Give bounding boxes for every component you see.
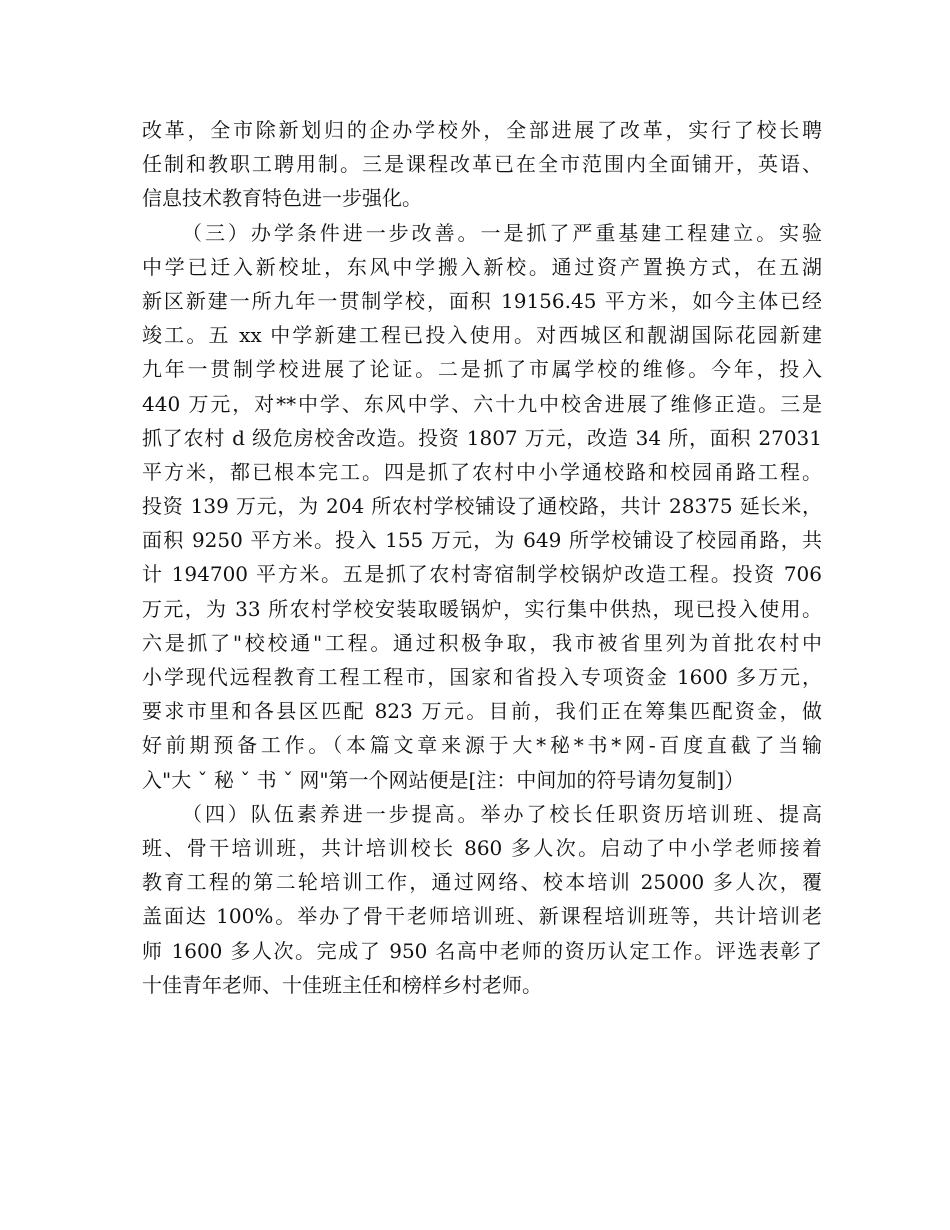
text-line: 十佳青年老师、十佳班主任和榜样乡村老师。: [142, 972, 542, 997]
text-line: 盖面达 100%。举办了骨干老师培训班、新课程培训班等，共计培训老: [142, 904, 822, 929]
text-line: 计 194700 平方米。五是抓了农村寄宿制学校锅炉改造工程。投资 706: [142, 562, 822, 587]
text-line: 万元，为 33 所农村学校安装取暖锅炉，实行集中供热，现已投入使用。: [142, 596, 822, 621]
text-line: 平方米，都已根本完工。四是抓了农村中小学通校路和校园甬路工程。: [142, 459, 822, 484]
document-body: [142, 113, 822, 1002]
text-line: （四）队伍素养进一步提高。举办了校长任职资历培训班、提高: [182, 801, 822, 826]
text-line: 信息技术教育特色进一步强化。: [142, 186, 422, 211]
text-line: （三）办学条件进一步改善。一是抓了严重基建工程建立。实验: [182, 220, 822, 245]
text-line: 九年一贯制学校进展了论证。二是抓了市属学校的维修。今年，投入: [142, 357, 822, 382]
text-line: 班、骨干培训班，共计培训校长 860 多人次。启动了中小学老师接着: [142, 835, 822, 860]
text-line: 440 万元，对**中学、东风中学、六十九中校舍进展了维修正造。三是: [142, 391, 822, 416]
text-line: 抓了农村 d 级危房校舍改造。投资 1807 万元，改造 34 所，面积 27031: [142, 425, 822, 450]
text-line: 好前期预备工作。（本篇文章来源于大*秘*书*网-百度直截了当输: [142, 733, 822, 758]
text-line: 中学已迁入新校址，东风中学搬入新校。通过资产置换方式，在五湖: [142, 254, 822, 279]
text-line: 竣工。五 xx 中学新建工程已投入使用。对西城区和靓湖国际花园新建: [142, 323, 822, 348]
text-line: 六是抓了"校校通"工程。通过积极争取，我市被省里列为首批农村中: [142, 630, 822, 655]
text-line: 面积 9250 平方米。投入 155 万元，为 649 所学校铺设了校园甬路，共: [142, 528, 822, 553]
text-line: 投资 139 万元，为 204 所农村学校铺设了通校路，共计 28375 延长米，: [142, 494, 822, 519]
text-line: 新区新建一所九年一贯制学校，面积 19156.45 平方米，如今主体已经: [142, 288, 822, 313]
text-line: 改革，全市除新划归的企办学校外，全部进展了改革，实行了校长聘: [142, 118, 822, 142]
text-line: 教育工程的第二轮培训工作，通过网络、校本培训 25000 多人次，覆: [142, 870, 822, 895]
text-line: 入"大 ˇ 秘 ˇ 书 ˇ 网"第一个网站便是[注：中间加的符号请勿复制]）: [142, 767, 745, 792]
text-line: 师 1600 多人次。完成了 950 名高中老师的资历认定工作。评选表彰了: [142, 938, 822, 963]
text-line: 小学现代远程教育工程工程市，国家和省投入专项资金 1600 多万元，: [142, 665, 822, 689]
text-line: 任制和教职工聘用制。三是课程改革已在全市范围内全面铺开，英语、: [142, 152, 822, 177]
text-line: 要求市里和各县区匹配 823 万元。目前，我们正在筹集匹配资金，做: [142, 699, 822, 724]
